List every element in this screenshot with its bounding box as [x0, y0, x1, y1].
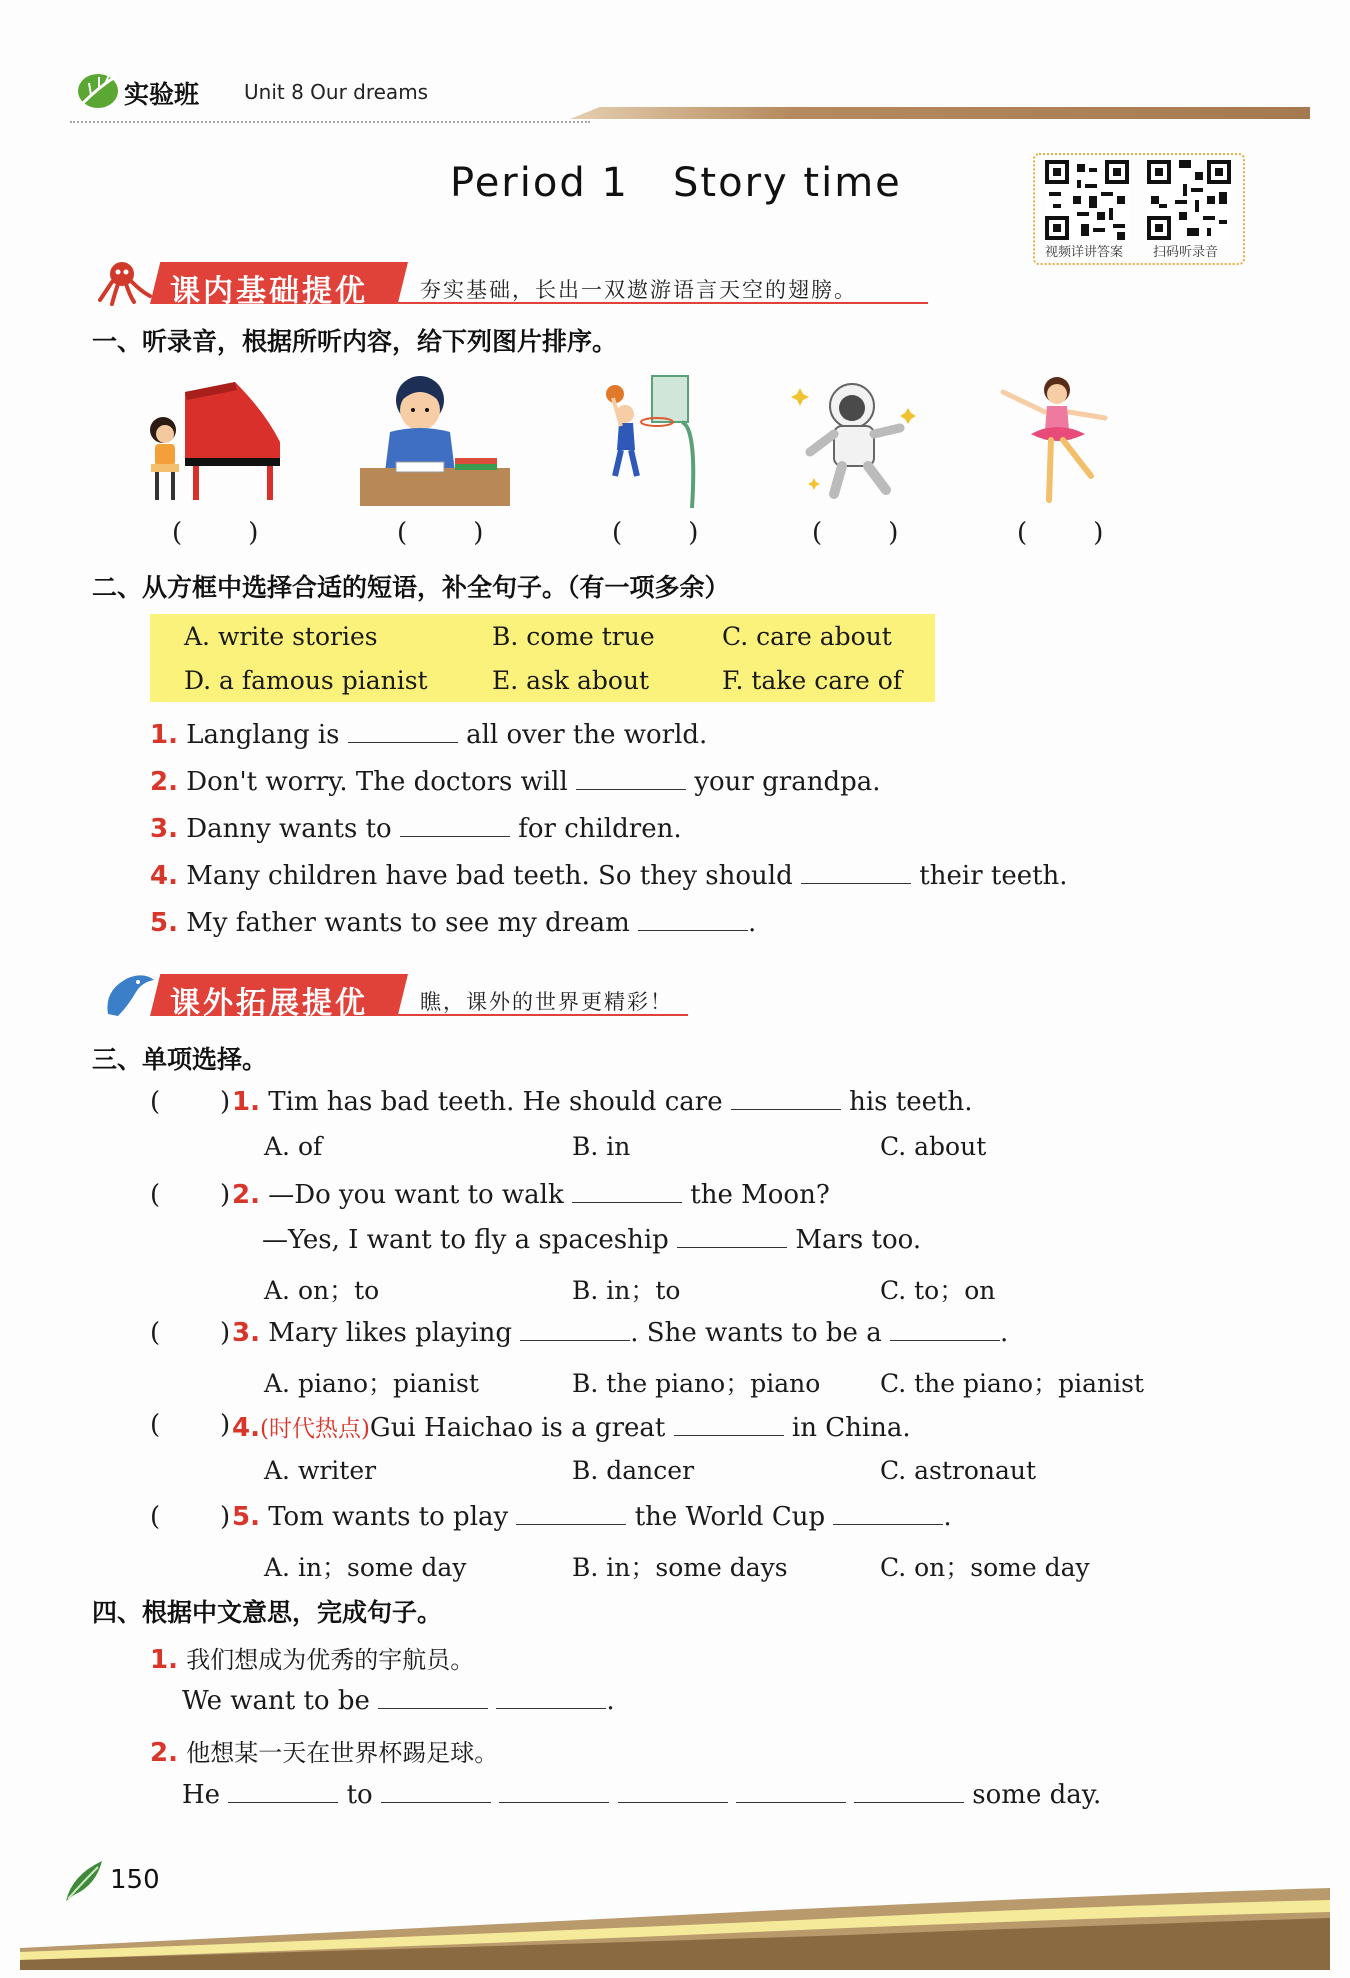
item-number: 2.	[232, 1180, 260, 1210]
header-dotted-rule	[70, 121, 590, 123]
fill-sentence-2	[150, 767, 881, 797]
qr-code-audio-icon[interactable]	[1147, 160, 1231, 240]
section-4-heading: 四、根据中文意思，完成句子。	[92, 1598, 443, 1627]
question-text: Tom wants to play	[268, 1502, 509, 1532]
picture-3-answer-paren[interactable]: ( )	[612, 518, 699, 548]
sentence-text: Don't worry. The doctors will	[186, 767, 568, 797]
sentence-text: .	[606, 1686, 615, 1716]
question-text: Mary likes playing	[268, 1318, 512, 1348]
fill-sentence-1	[150, 720, 707, 750]
q3-option-b[interactable]: B. the piano；piano	[572, 1369, 821, 1398]
question-text: —Do you want to walk	[268, 1180, 564, 1210]
q3-option-c[interactable]: C. the piano；pianist	[880, 1369, 1144, 1398]
banner-1-slogan: 夯实基础，长出一双遨游语言天空的翅膀。	[420, 278, 857, 302]
q4-option-b[interactable]: B. dancer	[572, 1456, 695, 1485]
sentence-text: for children.	[518, 814, 682, 844]
q1-option-a[interactable]: A. of	[264, 1132, 323, 1161]
q2-option-c[interactable]: C. to；on	[880, 1276, 996, 1305]
qr-code-answers-icon[interactable]	[1045, 160, 1129, 240]
footer-wave-band	[20, 1888, 1330, 1970]
banner-1-title: 课内基础提优	[170, 274, 368, 309]
answer-blank[interactable]	[801, 882, 911, 884]
q1-answer-paren-close: )	[220, 1087, 231, 1117]
answer-blank[interactable]	[516, 1523, 626, 1525]
picture-5-answer-paren[interactable]: ( )	[1017, 518, 1104, 548]
translation-1-english	[182, 1686, 615, 1716]
mc-question-2-line-2	[262, 1225, 921, 1255]
sentence-text: Danny wants to	[186, 814, 392, 844]
brand-name: 实验班	[124, 80, 200, 109]
sentence-text: your grandpa.	[694, 767, 881, 797]
answer-blank[interactable]	[520, 1339, 630, 1341]
mc-question-2-line-1	[232, 1180, 830, 1210]
question-text: .	[943, 1502, 952, 1532]
q5-option-b[interactable]: B. in；some days	[572, 1553, 788, 1582]
item-number: 1.	[150, 1645, 178, 1675]
sentence-text: My father wants to see my dream	[186, 908, 630, 938]
section-banner-2	[98, 970, 698, 1020]
item-number: 4.	[150, 861, 178, 891]
translation-2-english	[182, 1780, 1101, 1810]
mc-question-5	[232, 1502, 952, 1532]
piano-girl-picture	[145, 372, 285, 506]
q5-answer-paren-close: )	[220, 1502, 231, 1532]
picture-1-answer-paren[interactable]: ( )	[172, 518, 259, 548]
item-number: 1.	[232, 1087, 260, 1117]
sentence-text: their teeth.	[919, 861, 1068, 891]
q3-answer-paren-close: )	[220, 1318, 231, 1348]
item-number: 3.	[150, 814, 178, 844]
option-a: A. write stories	[184, 622, 378, 651]
chinese-sentence: 我们想成为优秀的宇航员。	[186, 1646, 475, 1674]
question-text: the Moon?	[690, 1180, 830, 1210]
answer-blank[interactable]	[228, 1801, 338, 1803]
option-e: E. ask about	[492, 666, 650, 695]
mc-question-3	[232, 1318, 1008, 1348]
option-b: B. come true	[492, 622, 655, 651]
leaf-logo-icon	[75, 67, 121, 113]
question-text: Tim has bad teeth. He should care	[268, 1087, 723, 1117]
item-number: 4.	[232, 1413, 260, 1443]
header	[70, 65, 1310, 125]
question-text: Gui Haichao is a great	[369, 1413, 666, 1443]
q1-answer-paren[interactable]: (	[150, 1087, 161, 1117]
dolphin-mascot-icon	[98, 970, 158, 1020]
sentence-text: to	[346, 1780, 373, 1810]
answer-blank[interactable]	[618, 1801, 728, 1803]
answer-blank[interactable]	[499, 1801, 609, 1803]
q5-answer-paren[interactable]: (	[150, 1502, 161, 1532]
q2-answer-paren[interactable]: (	[150, 1180, 161, 1210]
qr-caption-answers: 视频详讲答案	[1045, 245, 1124, 260]
answer-blank[interactable]	[496, 1707, 606, 1709]
picture-4-answer-paren[interactable]: ( )	[812, 518, 899, 548]
item-number: 1.	[150, 720, 178, 750]
question-text: the World Cup	[634, 1502, 826, 1532]
option-f: F. take care of	[722, 666, 903, 695]
q3-option-a[interactable]: A. piano；pianist	[264, 1369, 479, 1398]
basketball-player-picture	[597, 368, 707, 508]
q2-answer-paren-close: )	[220, 1180, 231, 1210]
item-number: 5.	[232, 1502, 260, 1532]
banner-2-slogan: 瞧，课外的世界更精彩！	[420, 990, 673, 1014]
section-3-heading: 三、单项选择。	[92, 1045, 268, 1074]
qr-panel	[1033, 153, 1245, 265]
translation-1-chinese	[150, 1640, 474, 1675]
sentence-text: He	[182, 1780, 221, 1810]
item-number: 2.	[150, 1738, 178, 1768]
answer-blank[interactable]	[572, 1201, 682, 1203]
sentence-text: Many children have bad teeth. So they should	[186, 861, 793, 891]
banner-2-title: 课外拓展提优	[170, 986, 368, 1021]
sentence-text: all over the world.	[466, 720, 708, 750]
banner-1-underline	[398, 302, 928, 304]
header-brown-band	[570, 107, 1310, 119]
fill-sentence-4	[150, 861, 1068, 891]
dancer-girl-picture	[995, 368, 1120, 508]
hot-topic-tag: (时代热点)	[259, 1416, 370, 1442]
answer-blank[interactable]	[674, 1434, 784, 1436]
fill-sentence-3	[150, 814, 682, 844]
answer-blank[interactable]	[400, 835, 510, 837]
question-text: his teeth.	[849, 1087, 973, 1117]
answer-blank[interactable]	[833, 1523, 943, 1525]
answer-blank[interactable]	[890, 1339, 1000, 1341]
astronaut-picture	[790, 368, 925, 508]
question-text: in China.	[791, 1413, 911, 1443]
sentence-text: Langlang is	[186, 720, 340, 750]
octopus-mascot-icon	[98, 258, 158, 306]
item-number: 5.	[150, 908, 178, 938]
q4-answer-paren[interactable]: (	[150, 1410, 161, 1440]
picture-2-answer-paren[interactable]: ( )	[397, 518, 484, 548]
question-text: . She wants to be a	[630, 1318, 882, 1348]
q4-option-a[interactable]: A. writer	[264, 1456, 377, 1485]
answer-blank[interactable]	[576, 788, 686, 790]
banner-2-underline	[398, 1014, 688, 1016]
q4-option-c[interactable]: C. astronaut	[880, 1456, 1037, 1485]
answer-blank[interactable]	[731, 1108, 841, 1110]
item-number: 2.	[150, 767, 178, 797]
q2-option-a[interactable]: A. on；to	[264, 1276, 380, 1305]
answer-blank[interactable]	[736, 1801, 846, 1803]
q2-option-b[interactable]: B. in；to	[572, 1276, 681, 1305]
answer-blank[interactable]	[854, 1801, 964, 1803]
q1-option-c[interactable]: C. about	[880, 1132, 987, 1161]
sentence-text: some day.	[972, 1780, 1102, 1810]
question-text: —Yes, I want to fly a spaceship	[262, 1225, 669, 1255]
option-d: D. a famous pianist	[184, 666, 428, 695]
q5-option-c[interactable]: C. on；some day	[880, 1553, 1090, 1582]
q1-option-b[interactable]: B. in	[572, 1132, 631, 1161]
fill-sentence-5	[150, 908, 756, 938]
answer-blank[interactable]	[677, 1246, 787, 1248]
question-text: Mars too.	[795, 1225, 922, 1255]
boy-writing-picture	[360, 372, 510, 506]
phrase-option-box	[150, 614, 935, 702]
item-number: 3.	[232, 1318, 260, 1348]
page-number: 150	[110, 1865, 160, 1895]
q3-answer-paren[interactable]: (	[150, 1318, 161, 1348]
section-1-heading: 一、听录音，根据所听内容，给下列图片排序。	[92, 327, 618, 356]
qr-caption-audio: 扫码听录音	[1153, 245, 1219, 260]
sentence-text: .	[748, 908, 757, 938]
answer-blank[interactable]	[378, 1707, 488, 1709]
translation-2-chinese	[150, 1733, 498, 1768]
answer-blank[interactable]	[638, 929, 748, 931]
page-title: Period 1 Story time	[450, 160, 902, 206]
section-2-heading: 二、从方框中选择合适的短语，补全句子。（有一项多余）	[92, 573, 730, 602]
q5-option-a[interactable]: A. in；some day	[264, 1553, 467, 1582]
answer-blank[interactable]	[381, 1801, 491, 1803]
mc-question-4	[232, 1410, 911, 1443]
unit-title: Unit 8 Our dreams	[244, 80, 429, 104]
mc-question-1	[232, 1087, 972, 1117]
sentence-text: We want to be	[182, 1686, 370, 1716]
q4-answer-paren-close: )	[220, 1410, 231, 1440]
section-banner-1	[98, 258, 928, 308]
option-c: C. care about	[722, 622, 892, 651]
question-text: .	[999, 1318, 1009, 1348]
chinese-sentence: 他想某一天在世界杯踢足球。	[186, 1739, 499, 1767]
answer-blank[interactable]	[348, 741, 458, 743]
